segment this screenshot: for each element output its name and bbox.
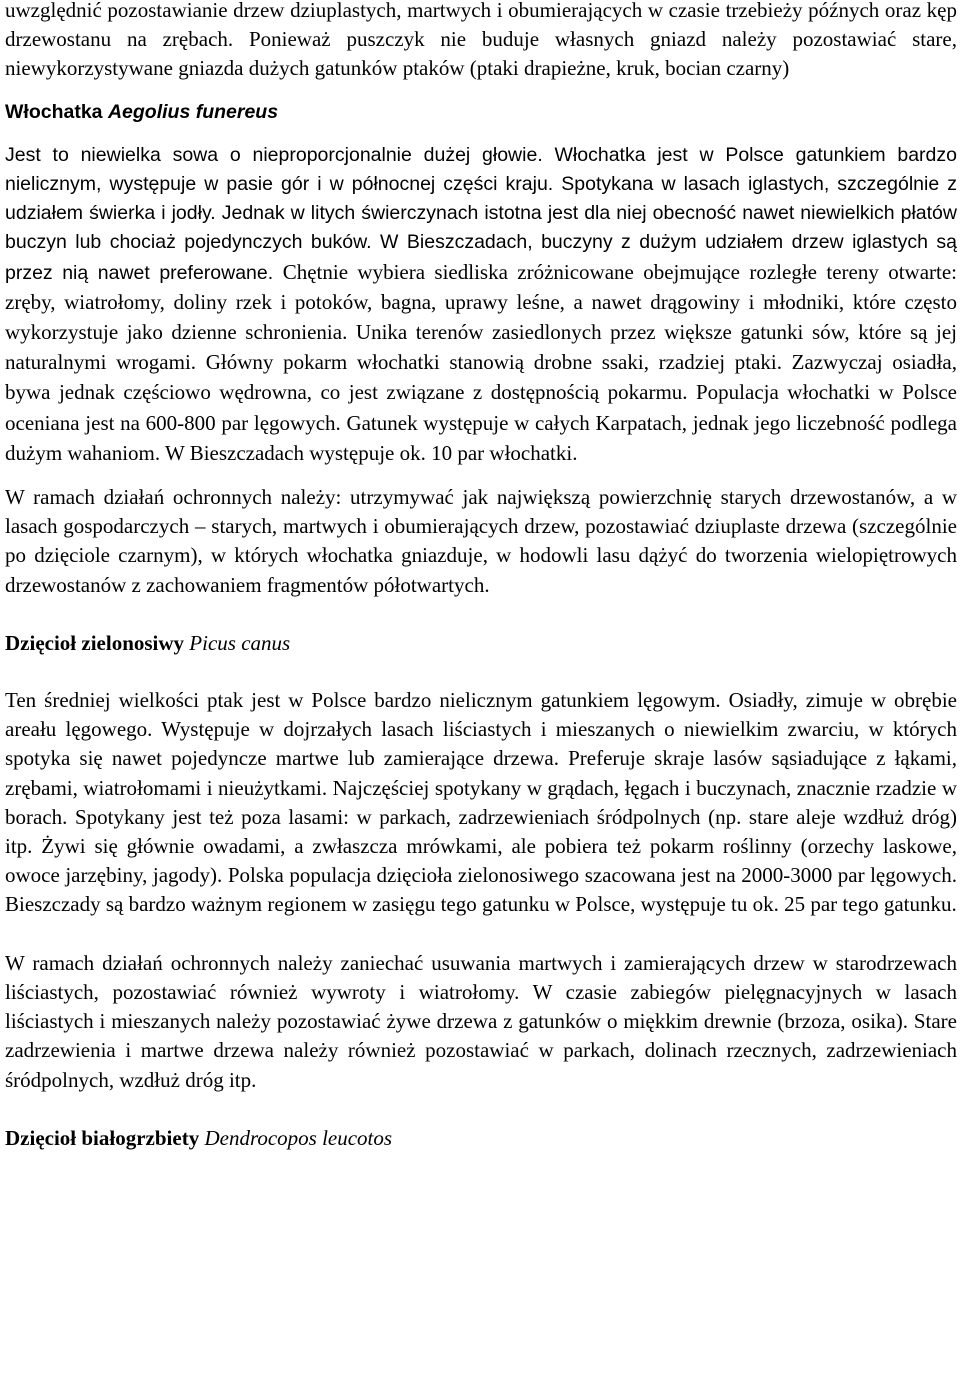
heading-latin: Aegolius funereus [107,100,279,123]
heading-name: Dzięcioł zielonosiwy [5,630,185,655]
heading-name: Włochatka [5,100,103,123]
intro-paragraph: uwzględnić pozostawianie drzew dziuplastych, martwych i obumierających w czasie trzebieży późnych oraz kęp drzewostanu na zrębach. Ponieważ puszczyk nie buduje własnych gniazd należy pozostawiać stare, niewykorzystywane gniazda dużych gatunków ptaków (ptaki drapieżne, kruk, bocian czarny) [5,0,957,81]
section-heading-wlochatka [5,98,957,127]
wlochatka-description-sans: Jest to niewielka sowa o nieproporcjonalnie dużej głowie. Włochatka jest w Polsce gatunkiem bardzo nielicznym, występuje w pasie gór i w północnej części kraju. Spotykana w lasach iglastych, szczególnie z udziałem świerka i jodły. Jednak w litych świerczynach istotna jest dla niej obecność nawet niewielkich płatów buczyn lub chociaż pojedynczych buków. W Bieszczadach, buczyny z dużym udziałem drzew iglastych są przez nią nawet preferowane. [5,143,957,284]
document-page [5,0,957,1153]
dzieciol-zielonosiwy-description: Ten średniej wielkości ptak jest w Polsce bardzo nielicznym gatunkiem lęgowym. Osiadły, zimuje w obrębie areału lęgowego. Występuje w dojrzałych lasach liściastych i mieszanych o niewielkim zwarciu, w których spotyka się nawet pojedyncze martwe lub zamierające drzewa. Preferuje skraje lasów sąsiadujące z łąkami, zrębami, wiatrołomami i nieużytkami. Najczęściej spotykany w grądach, łęgach i buczynach, znacznie rzadzie w borach. Spotykany jest też poza lasami: w parkach, zadrzewieniach śródpolnych (np. stare aleje wzdłuż dróg) itp. Żywi się głównie owadami, a zwłaszcza mrówkami, ale pobiera też pokarm roślinny (orzechy laskowe, owoce jarzębiny, jagody). Polska populacja dzięcioła zielonosiwego szacowana jest na 2000-3000 par lęgowych. Bieszczady są bardzo ważnym regionem w zasięgu tego gatunku w Polsce, występuje tu ok. 25 par tego gatunku. [5,688,957,917]
dzieciol-zielonosiwy-protection: W ramach działań ochronnych należy zaniechać usuwania martwych i zamierających drzew w starodrzewach liściastych, pozostawiać również wywroty i wiatrołomy. W czasie zabiegów pielęgnacyjnych w lasach liściastych i mieszanych należy pozostawiać żywe drzewa z gatunków o miękkim drewnie (brzoza, osika). Stare zadrzewienia i martwe drzewa należy również pozostawiać w parkach, dolinach rzecznych, zadrzewieniach śródpolnych, wzdłuż dróg itp. [5,950,957,1092]
section-heading-dzieciol-zielonosiwy [5,629,957,658]
wlochatka-description-serif: Chętnie wybiera siedliska zróżnicowane obejmujące rozległe tereny otwarte: zręby, wiatrołomy, doliny rzek i potoków, bagna, uprawy leśne, a nawet drągowiny i młodniki, które często wykorzystuje jako dzienne schronienia. Unika terenów zasiedlonych przez większe gatunki sów, które są jej naturalnymi wrogami. Główny pokarm włochatki stanowią drobne ssaki, rzadziej ptaki. Zazwyczaj osiadła, bywa jednak częściowo wędrowna, co jest związane z dostępnością pokarmu. Populacja włochatki w Polsce oceniana jest na 600-800 par lęgowych. Gatunek występuje w całych Karpatach, jednak jego liczebność podlega dużym wahaniom. W Bieszczadach występuje ok. 10 par włochatki. [5,259,957,465]
heading-latin: Picus canus [189,630,291,655]
wlochatka-protection: W ramach działań ochronnych należy: utrzymywać jak największą powierzchnię starych drzewostanów, a w lasach gospodarczych – starych, martwych i obumierających drzew, pozostawiać dziuplaste drzewa (szczególnie po dzięciole czarnym), w których włochatka gniazduje, w hodowli lasu dążyć do tworzenia wielopiętrowych drzewostanów z zachowaniem fragmentów półotwartych. [5,485,957,597]
section-heading-dzieciol-bialogrzbiety [5,1124,957,1153]
heading-latin: Dendrocopos leucotos [204,1125,393,1150]
heading-name: Dzięcioł białogrzbiety [5,1125,200,1150]
wlochatka-description-part1 [5,141,957,469]
